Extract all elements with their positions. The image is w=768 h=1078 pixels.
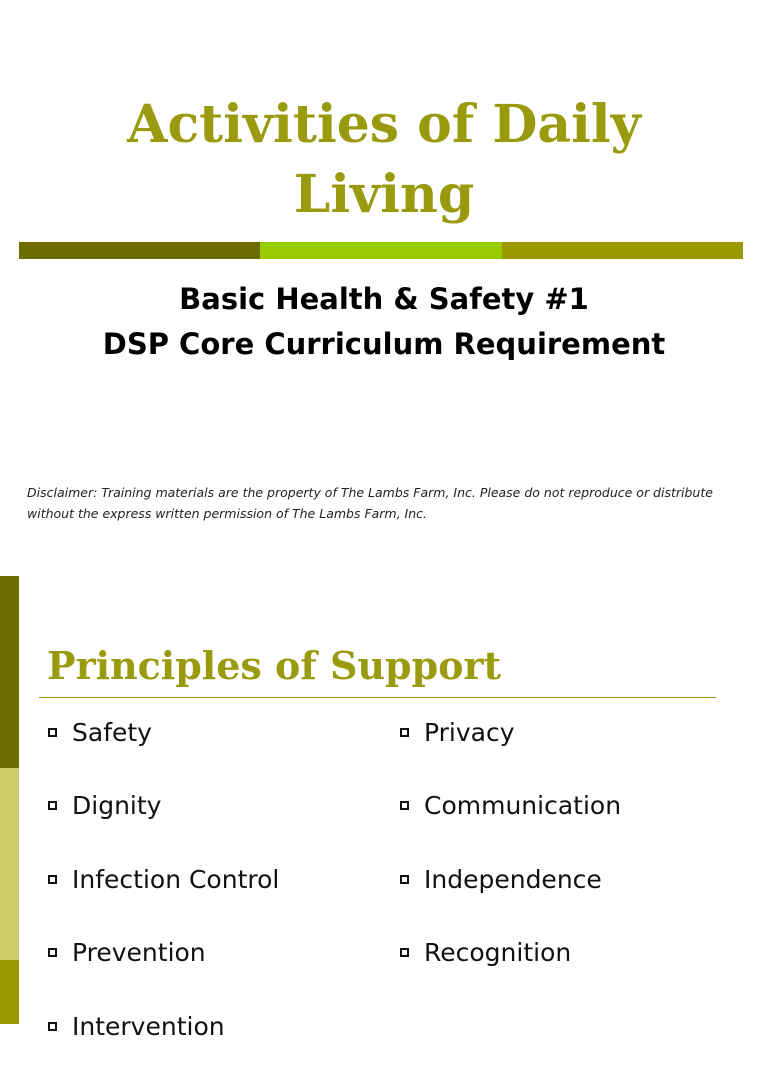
disclaimer-text: Disclaimer: Training materials are the property of The Lambs Farm, Inc. Please do not reproduce or distribute without the express written permission of The Lambs Farm, Inc. [27, 485, 713, 521]
slide-principles [0, 576, 768, 1041]
list-item [399, 710, 621, 754]
list-item [47, 857, 279, 901]
band-segment-green [260, 242, 501, 259]
square-bullet-icon [48, 1022, 57, 1031]
bullet-text: Safety [72, 717, 152, 747]
square-bullet-icon [48, 948, 57, 957]
band-segment-olive [502, 242, 743, 259]
bullet-text: Infection Control [72, 864, 280, 894]
bullet-text: Prevention [72, 938, 206, 967]
bullet-text: Intervention [72, 1011, 225, 1041]
list-item [47, 784, 279, 828]
square-bullet-icon [400, 875, 409, 884]
list-item [399, 931, 621, 975]
bullet-text: Recognition [424, 938, 572, 967]
title-underline [39, 697, 716, 698]
side-segment-olive [0, 960, 19, 1024]
list-item [47, 931, 279, 975]
side-segment-light [0, 768, 19, 960]
list-item [47, 1004, 279, 1048]
square-bullet-icon [48, 875, 57, 884]
bullet-text: Dignity [72, 791, 162, 820]
slide-title-heading [0, 90, 768, 230]
principles-title: Principles of Support [47, 643, 502, 688]
slide-subtitle [0, 280, 768, 363]
list-item [399, 857, 621, 901]
side-segment-dark [0, 576, 19, 768]
side-color-bar [0, 576, 19, 1024]
square-bullet-icon [48, 801, 57, 810]
bullet-list-right [399, 710, 621, 1004]
subtitle-line-1: Basic Health & Safety #1 [179, 282, 589, 316]
square-bullet-icon [48, 728, 57, 737]
list-item [47, 710, 279, 754]
bullet-text: Communication [424, 791, 622, 820]
square-bullet-icon [400, 801, 409, 810]
title-line-1: Activities of Daily [127, 94, 641, 155]
bullet-list-left [47, 710, 279, 1078]
title-line-2: Living [293, 164, 475, 225]
bullet-text: Privacy [424, 717, 515, 747]
subtitle-line-2: DSP Core Curriculum Requirement [102, 327, 666, 361]
bullet-text: Independence [424, 864, 602, 894]
square-bullet-icon [400, 948, 409, 957]
band-segment-dark [19, 242, 260, 259]
list-item [399, 784, 621, 828]
color-band-divider [19, 242, 743, 259]
square-bullet-icon [400, 728, 409, 737]
